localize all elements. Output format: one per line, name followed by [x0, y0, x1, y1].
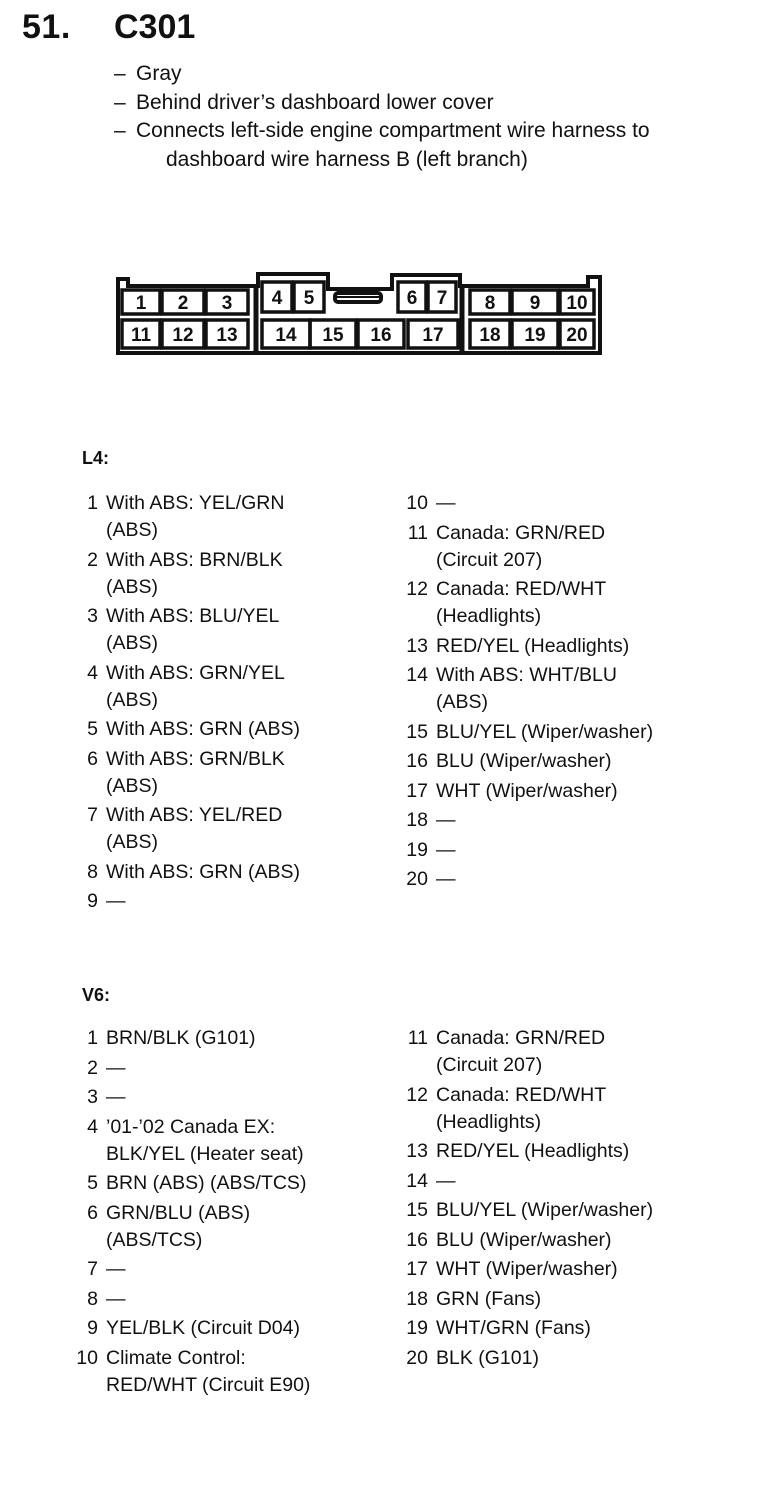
pin-number: 8 [87, 860, 98, 883]
pin-number: 17 [406, 779, 428, 802]
pin-number: 13 [406, 634, 428, 657]
note-dash: – [114, 119, 126, 142]
pin-entry [394, 837, 754, 864]
pin-description: WHT (Wiper/washer) [436, 779, 618, 802]
connector-cavity [470, 320, 510, 348]
pin-description: Canada: GRN/RED (Circuit 207) [436, 1027, 606, 1076]
section-title-l4: L4: [82, 448, 109, 468]
cavity-number: 15 [322, 325, 344, 346]
note-text: Gray [136, 62, 182, 85]
pin-number: 5 [87, 718, 98, 740]
pin-description: GRN (Fans) [436, 1287, 542, 1310]
pin-description: — [106, 1056, 126, 1079]
pin-description: BLU/YEL (Wiper/washer) [436, 720, 654, 743]
pin-description: RED/YEL (Headlights) [436, 1140, 630, 1162]
note-text: Connects left-side engine compartment wire harness to dashboard wire harness B (left branch) [136, 119, 650, 171]
pin-number: 2 [87, 1056, 98, 1079]
pin-entry [394, 1345, 754, 1372]
pin-description: With ABS: GRN/BLK (ABS) [106, 747, 285, 797]
connector-cavity [512, 320, 558, 348]
pin-number: 20 [406, 1346, 428, 1369]
cavity-number: 18 [479, 325, 501, 346]
pin-number: 17 [406, 1258, 428, 1280]
pin-entry [394, 1138, 754, 1165]
pin-description: GRN/BLU (ABS) (ABS/TCS) [106, 1201, 251, 1251]
connector-cavity [428, 282, 456, 312]
pin-entry [64, 1200, 384, 1254]
pin-number: 10 [406, 492, 428, 514]
pin-number: 19 [406, 838, 428, 861]
pin-number: 18 [406, 1287, 428, 1310]
pin-entry [394, 1168, 754, 1195]
connector-cavity [408, 320, 458, 348]
pin-description: — [436, 492, 456, 514]
pin-description: BLU (Wiper/washer) [436, 750, 612, 772]
pin-description: Canada: RED/WHT (Headlights) [436, 578, 607, 627]
pin-description: With ABS: GRN (ABS) [106, 860, 300, 883]
pin-number: 16 [406, 750, 428, 772]
connector-cavity [206, 290, 248, 314]
note-dash: – [114, 90, 126, 114]
pin-entry [64, 859, 384, 886]
pin-description: With ABS: YEL/GRN (ABS) [106, 492, 285, 541]
pin-description: With ABS: GRN (ABS) [106, 718, 300, 740]
pin-number: 14 [406, 1169, 428, 1192]
pin-number: 1 [87, 492, 98, 514]
connector-cavity [262, 320, 310, 348]
section-title-v6: V6: [82, 985, 111, 1005]
pin-number: 6 [87, 1201, 98, 1224]
v6-pin-list-right [394, 1025, 754, 1374]
connector-cavity [122, 320, 160, 348]
pin-entry [394, 1286, 754, 1313]
cavity-number: 2 [177, 293, 189, 314]
cavity-number: 16 [370, 325, 392, 346]
pin-description: With ABS: YEL/RED (ABS) [106, 804, 283, 853]
cavity-number: 13 [216, 325, 238, 346]
cavity-number: 14 [275, 325, 297, 346]
cavity-number: 20 [566, 325, 588, 346]
pin-entry [64, 746, 384, 800]
cavity-number: 4 [271, 288, 283, 309]
pin-description: — [436, 1169, 456, 1192]
pin-number: 4 [87, 661, 98, 684]
pin-description: Climate Control: RED/WHT (Circuit E90) [106, 1346, 311, 1396]
connector-number: 51. [22, 8, 71, 46]
pin-number: 15 [406, 720, 428, 743]
pin-number: 10 [76, 1346, 98, 1369]
cavity-number: 10 [566, 293, 588, 314]
pin-number: 1 [87, 1027, 98, 1049]
cavity-number: 6 [406, 288, 418, 309]
cavity-number: 8 [484, 293, 496, 314]
pin-number: 9 [87, 890, 98, 912]
cavity-number: 19 [524, 325, 546, 346]
connector-cavity [310, 320, 356, 348]
connector-cavity [560, 320, 594, 348]
connector-cavity [206, 320, 248, 348]
pin-entry [64, 716, 384, 743]
connector-cavity [358, 320, 404, 348]
pin-entry [64, 1345, 384, 1399]
connector-cavity [162, 320, 204, 348]
pin-entry [394, 866, 754, 893]
pin-entry [394, 1197, 754, 1224]
pin-entry [64, 660, 384, 714]
connector-cavity [262, 282, 292, 312]
pin-number: 18 [406, 809, 428, 831]
pin-description: WHT (Wiper/washer) [436, 1258, 618, 1280]
pin-entry [394, 748, 754, 775]
pin-number: 14 [406, 664, 428, 686]
connector-cavity [162, 290, 204, 314]
v6-pin-list-left [64, 1025, 384, 1401]
pin-entry [394, 1256, 754, 1283]
connector-cavity [512, 290, 558, 314]
pin-entry [394, 633, 754, 660]
pin-entry [64, 603, 384, 657]
pin-number: 7 [87, 1258, 98, 1280]
pin-description: Canada: RED/WHT (Headlights) [436, 1083, 607, 1133]
note-text: Behind driver’s dashboard lower cover [136, 90, 494, 114]
pin-number: 9 [87, 1317, 98, 1339]
pin-entry [64, 1025, 384, 1052]
pin-description: BLU/YEL (Wiper/washer) [436, 1199, 654, 1221]
l4-pin-list-right [394, 490, 754, 896]
cavity-number: 3 [221, 293, 233, 314]
pin-entry [64, 1055, 384, 1082]
pin-entry [64, 802, 384, 856]
pin-number: 11 [407, 1027, 428, 1049]
pin-description: YEL/BLK (Circuit D04) [106, 1317, 300, 1339]
pin-description: BRN (ABS) (ABS/TCS) [106, 1172, 307, 1194]
pin-entry [394, 576, 754, 630]
pin-entry [394, 662, 754, 716]
connector-cavity [470, 290, 510, 314]
connector-id: C301 [114, 8, 196, 46]
pin-entry [394, 1227, 754, 1254]
connector-cavity [122, 290, 160, 314]
pin-description: BLU (Wiper/washer) [436, 1228, 612, 1251]
pin-entry [394, 490, 754, 517]
pin-number: 5 [87, 1172, 98, 1194]
cavity-number: 12 [172, 325, 194, 346]
pin-description: — [106, 890, 126, 912]
pin-entry [394, 1025, 754, 1079]
pin-number: 15 [406, 1199, 428, 1221]
pin-number: 11 [407, 521, 428, 544]
pin-number: 8 [87, 1287, 98, 1310]
pin-description: RED/YEL (Headlights) [436, 634, 630, 657]
pin-description: With ABS: GRN/YEL (ABS) [106, 661, 285, 711]
pin-description: Canada: GRN/RED (Circuit 207) [436, 521, 606, 571]
cavity-number: 7 [436, 288, 448, 309]
connector-face-diagram [0, 0, 768, 380]
pin-description: With ABS: BRN/BLK (ABS) [106, 548, 283, 598]
pin-entry [394, 1082, 754, 1136]
cavity-number: 11 [130, 325, 152, 346]
pin-entry [394, 1315, 754, 1342]
pin-number: 2 [87, 548, 98, 571]
pin-entry [64, 1256, 384, 1283]
connector-cavity [294, 282, 324, 312]
pin-description: BLK (G101) [436, 1346, 539, 1369]
pin-entry [64, 490, 384, 544]
pin-entry [64, 1315, 384, 1342]
pin-number: 19 [406, 1317, 428, 1339]
pin-number: 4 [87, 1115, 98, 1138]
pin-description: — [436, 868, 456, 890]
pin-description: WHT/GRN (Fans) [436, 1317, 591, 1339]
pin-description: ’01-’02 Canada EX: BLK/YEL (Heater seat) [106, 1115, 304, 1165]
connector-cavity [560, 290, 594, 314]
pin-description: — [106, 1086, 126, 1108]
pin-number: 20 [406, 868, 428, 890]
cavity-number: 17 [422, 325, 444, 346]
pin-entry [394, 520, 754, 574]
pin-number: 6 [87, 747, 98, 770]
pin-entry [394, 719, 754, 746]
pin-entry [394, 778, 754, 805]
cavity-number: 9 [529, 293, 541, 314]
pin-number: 3 [87, 605, 98, 627]
l4-pin-list-left [64, 490, 384, 918]
pin-number: 12 [406, 1083, 428, 1106]
pin-entry [394, 807, 754, 834]
pin-description: — [436, 838, 456, 861]
pin-number: 7 [87, 804, 98, 826]
pin-number: 3 [87, 1086, 98, 1108]
pin-number: 12 [406, 578, 428, 600]
pin-description: — [106, 1258, 126, 1280]
pin-description: — [436, 809, 456, 831]
connector-bottom-row [122, 320, 594, 348]
connector-cavity [398, 282, 426, 312]
pin-entry [64, 1170, 384, 1197]
cavity-number: 5 [303, 288, 315, 309]
pin-number: 16 [406, 1228, 428, 1251]
pin-description: With ABS: BLU/YEL (ABS) [106, 605, 280, 654]
pin-entry [64, 1084, 384, 1111]
pin-description: — [106, 1287, 126, 1310]
pin-entry [64, 1114, 384, 1168]
pin-description: BRN/BLK (G101) [106, 1027, 256, 1049]
pin-entry [64, 888, 384, 915]
pin-entry [64, 1286, 384, 1313]
cavity-number: 1 [135, 293, 147, 314]
pin-number: 13 [406, 1140, 428, 1162]
note-dash: – [114, 62, 126, 85]
pin-description: With ABS: WHT/BLU (ABS) [436, 664, 617, 713]
pin-entry [64, 547, 384, 601]
